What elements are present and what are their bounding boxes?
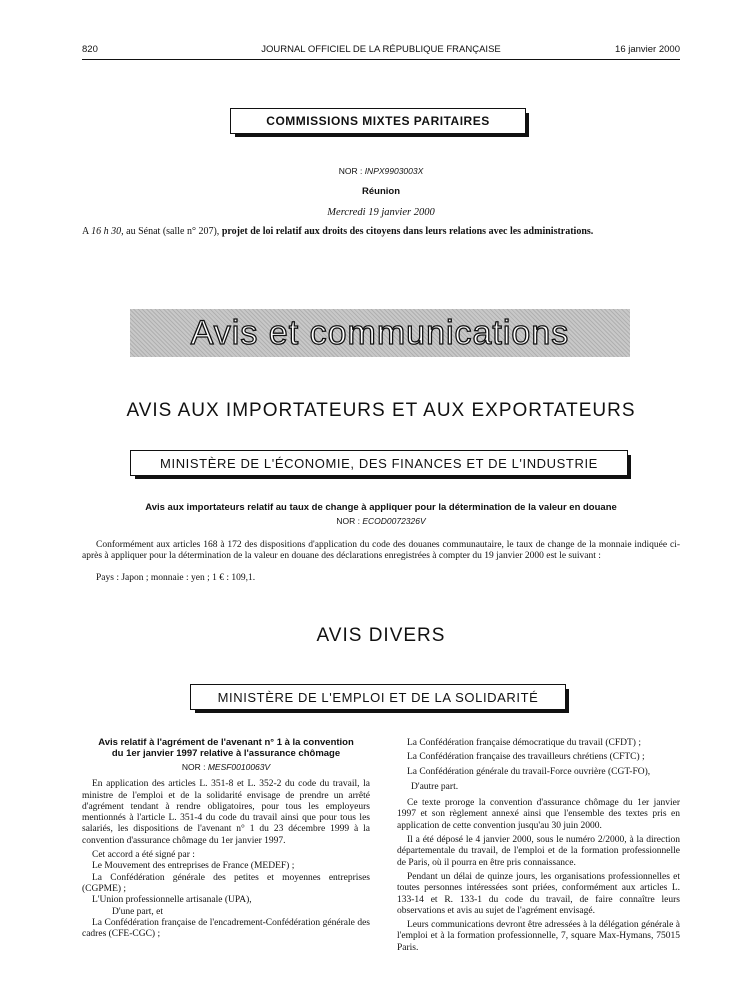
article-left-column [82, 738, 370, 940]
nor-label: NOR : [181, 762, 206, 772]
paragraph: La Confédération française démocratique du travail (CFDT) ; [407, 738, 641, 748]
avis-nor-assurance [82, 762, 370, 773]
reunion-date: Mercredi 19 janvier 2000 [327, 207, 435, 218]
commissions-nor [82, 166, 680, 176]
ministry-box-economie [130, 450, 628, 476]
section-heading-avis-divers: AVIS DIVERS [316, 625, 446, 646]
nor-code: INPX9903003X [364, 166, 424, 176]
paragraph: Leurs communications devront être adressées à la délégation générale à l'emploi et à la formation professionnelle, 7, square Max-Hymans, 75015 Paris. [397, 920, 680, 953]
reunion-a: A [82, 226, 89, 237]
paragraph: Le Mouvement des entreprises de France (MEDEF) ; [92, 861, 295, 872]
journal-title: JOURNAL OFFICIEL DE LA RÉPUBLIQUE FRANÇAISE [261, 44, 501, 55]
section-heading-importateurs: AVIS AUX IMPORTATEURS ET AUX EXPORTATEURS [126, 400, 636, 421]
issue-date: 16 janvier 2000 [615, 44, 680, 55]
paragraph: Pendant un délai de quinze jours, les organisations professionnelles et toutes personnes intéressées sont priées, conformément aux articles L. 133-14 et R. 133-1 du code du travail, de faire connaître leurs observations et avis au sujet de l'agrément envisagé. [397, 871, 680, 916]
avis-nor-importateurs [82, 516, 680, 526]
commissions-box [230, 108, 526, 134]
reunion-time: 16 h 30, [91, 226, 124, 237]
paragraph: D'une part, et [112, 906, 164, 917]
exchange-rate-paragraph: Conformément aux articles 168 à 172 des dispositions d'application du code des douanes communautaire, le taux de change de la monnaie indiquée ci-après à appliquer pour la détermination de la valeur en douane des déclarations enregistrées à compter du 19 janvier 2000 est le suivant : [82, 540, 680, 562]
paragraph: En application des articles L. 351-8 et L. 352-2 du code du travail, la ministre de l'emploi et de la solidarité envisage de prendre un arrêté d'agrément tendant à rendre obligatoires, pour tous les employeurs mentionnés à l'article L. 351-4 du code du travail ainsi que pour tous les salariés, les dispositions de l'avenant n° 1 du 23 décembre 1999 à la convention d'assurance chômage du 1er janvier 1997. [82, 779, 370, 846]
exchange-rate-value: Pays : Japon ; monnaie : yen ; 1 € : 109,1. [96, 573, 256, 583]
paragraph: La Confédération française des travailleurs chrétiens (CFTC) ; [407, 752, 645, 763]
ministry-box-emploi [190, 684, 566, 710]
section-banner: Avis et communications [130, 309, 630, 357]
nor-code: MESF0010063V [207, 762, 271, 772]
commissions-title: COMMISSIONS MIXTES PARITAIRES [266, 114, 490, 128]
ministry-title: MINISTÈRE DE L'ÉCONOMIE, DES FINANCES ET DE L'INDUSTRIE [160, 456, 598, 471]
paragraph: L'Union professionnelle artisanale (UPA), [92, 895, 252, 906]
paragraph: Ce texte proroge la convention d'assurance chômage du 1er janvier 1997 et son règlement annexé ainsi que l'ensemble des textes pris en application de cette convention jusqu'au 30 juin 2000. [397, 798, 680, 831]
page-header [82, 44, 680, 58]
ministry-title: MINISTÈRE DE L'EMPLOI ET DE LA SOLIDARITÉ [217, 690, 539, 705]
header-rule [82, 59, 680, 60]
nor-code: ECOD0072326V [362, 516, 426, 526]
paragraph: La Confédération générale du travail-Force ouvrière (CGT-FO), [407, 766, 651, 777]
article-right-column [397, 738, 680, 954]
paragraph: Il a été déposé le 4 janvier 2000, sous le numéro 2/2000, à la direction départementale du travail, de l'emploi et de la formation professionnelle de Paris, où il pourra en être pris connaissance. [397, 835, 680, 868]
avis-title-importateurs: Avis aux importateurs relatif au taux de change à appliquer pour la détermination de la valeur en douane [145, 502, 617, 513]
reunion-place: au Sénat (salle n° 207), [126, 226, 220, 237]
avis-title-assurance-chomage: Avis relatif à l'agrément de l'avenant n° 1 à la convention du 1er janvier 1997 relative à l'assurance chômage [98, 737, 354, 759]
paragraph: La Confédération française de l'encadrement-Confédération générale des cadres (CFE-CGC) ; [82, 917, 370, 940]
paragraph: Cet accord a été signé par : [92, 850, 195, 861]
nor-label: NOR : [338, 166, 363, 176]
page-number: 820 [82, 44, 98, 55]
paragraph: La Confédération générale des petites et moyennes entreprises (CGPME) ; [82, 872, 370, 894]
reunion-heading: Réunion [362, 186, 400, 197]
nor-label: NOR : [336, 516, 360, 526]
reunion-line [82, 226, 680, 237]
reunion-project: projet de loi relatif aux droits des citoyens dans leurs relations avec les administrations. [221, 226, 594, 237]
paragraph: D'autre part. [411, 781, 459, 792]
